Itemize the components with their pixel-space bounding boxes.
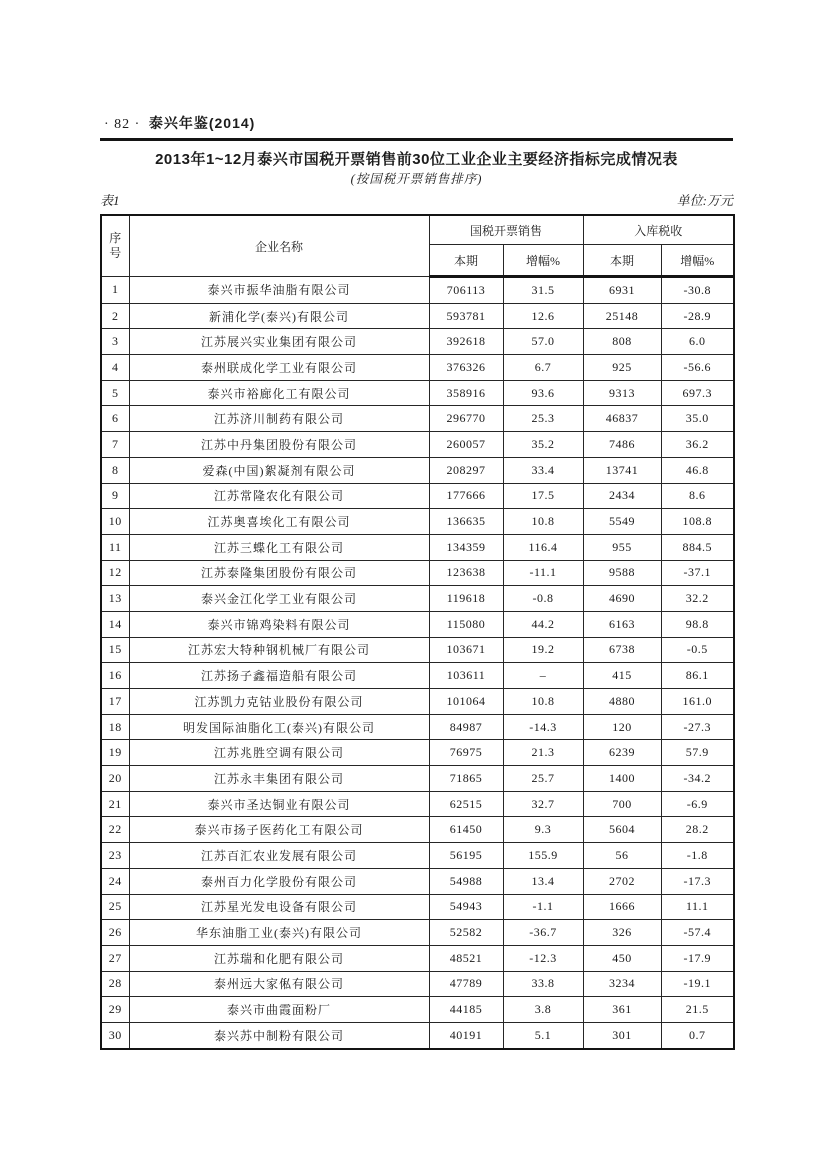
row-number: 19 [101, 740, 129, 766]
company-name: 江苏永丰集团有限公司 [129, 766, 429, 792]
company-name: 泰兴市裕廊化工有限公司 [129, 380, 429, 406]
company-name: 泰兴苏中制粉有限公司 [129, 1022, 429, 1048]
row-number: 3 [101, 329, 129, 355]
sales-current: 136635 [429, 509, 503, 535]
row-number: 7 [101, 432, 129, 458]
col-header-seq-line2: 号 [109, 246, 122, 260]
table-row [101, 560, 734, 586]
company-name: 江苏济川制药有限公司 [129, 406, 429, 432]
sales-growth: 10.8 [503, 509, 583, 535]
sales-current: 115080 [429, 611, 503, 637]
tax-growth: 161.0 [661, 689, 734, 715]
company-name: 江苏瑞和化肥有限公司 [129, 945, 429, 971]
tax-current: 13741 [583, 457, 661, 483]
dot-left: · [104, 117, 110, 132]
company-name: 明发国际油脂化工(泰兴)有限公司 [129, 714, 429, 740]
sales-current: 134359 [429, 534, 503, 560]
sales-current: 296770 [429, 406, 503, 432]
sales-current: 71865 [429, 766, 503, 792]
sales-current: 76975 [429, 740, 503, 766]
sales-current: 54988 [429, 868, 503, 894]
tax-growth: 21.5 [661, 997, 734, 1023]
row-number: 18 [101, 714, 129, 740]
table-row [101, 380, 734, 406]
dot-right: · [134, 117, 141, 132]
sales-current: 177666 [429, 483, 503, 509]
tax-growth: -56.6 [661, 355, 734, 381]
col-header-company: 企业名称 [129, 215, 429, 277]
tax-current: 3234 [583, 971, 661, 997]
company-name: 爱森(中国)絮凝剂有限公司 [129, 457, 429, 483]
sales-current: 44185 [429, 997, 503, 1023]
table-row [101, 843, 734, 869]
sales-growth: 35.2 [503, 432, 583, 458]
tax-current: 2434 [583, 483, 661, 509]
sales-growth: 93.6 [503, 380, 583, 406]
sales-growth: 33.4 [503, 457, 583, 483]
table-row [101, 997, 734, 1023]
tax-current: 6163 [583, 611, 661, 637]
page-title: 2013年1~12月泰兴市国税开票销售前30位工业企业主要经济指标完成情况表 [155, 151, 678, 168]
company-name: 江苏中丹集团股份有限公司 [129, 432, 429, 458]
sales-current: 706113 [429, 277, 503, 304]
company-name: 江苏奥喜埃化工有限公司 [129, 509, 429, 535]
tax-growth: -37.1 [661, 560, 734, 586]
tax-current: 361 [583, 997, 661, 1023]
sales-growth: 32.7 [503, 791, 583, 817]
tax-growth: 28.2 [661, 817, 734, 843]
row-number: 8 [101, 457, 129, 483]
row-number: 13 [101, 586, 129, 612]
tax-growth: -28.9 [661, 303, 734, 329]
table-row [101, 714, 734, 740]
tax-growth: -1.8 [661, 843, 734, 869]
tax-current: 5549 [583, 509, 661, 535]
row-number: 21 [101, 791, 129, 817]
tax-current: 9313 [583, 380, 661, 406]
col-header-tax-current: 本期 [583, 245, 661, 277]
sales-current: 593781 [429, 303, 503, 329]
tax-growth: 35.0 [661, 406, 734, 432]
table-row [101, 509, 734, 535]
sales-current: 84987 [429, 714, 503, 740]
sales-growth: 10.8 [503, 689, 583, 715]
company-name: 泰州联成化学工业有限公司 [129, 355, 429, 381]
table-row [101, 971, 734, 997]
sales-current: 376326 [429, 355, 503, 381]
company-name: 江苏宏大特种钢机械厂有限公司 [129, 637, 429, 663]
sales-growth: -36.7 [503, 920, 583, 946]
tax-current: 326 [583, 920, 661, 946]
tax-growth: -19.1 [661, 971, 734, 997]
sales-growth: 13.4 [503, 868, 583, 894]
company-name: 江苏凯力克钴业股份有限公司 [129, 689, 429, 715]
table-row [101, 920, 734, 946]
header-divider [100, 138, 733, 141]
sales-current: 54943 [429, 894, 503, 920]
tax-current: 46837 [583, 406, 661, 432]
sales-growth: 19.2 [503, 637, 583, 663]
sales-growth: -14.3 [503, 714, 583, 740]
tax-current: 25148 [583, 303, 661, 329]
tax-current: 6738 [583, 637, 661, 663]
sales-growth: -12.3 [503, 945, 583, 971]
company-name: 江苏扬子鑫福造船有限公司 [129, 663, 429, 689]
tax-current: 6239 [583, 740, 661, 766]
row-number: 14 [101, 611, 129, 637]
tax-current: 4880 [583, 689, 661, 715]
table-row [101, 457, 734, 483]
sales-growth: 25.3 [503, 406, 583, 432]
sales-growth: 57.0 [503, 329, 583, 355]
table-row [101, 740, 734, 766]
tax-growth: 46.8 [661, 457, 734, 483]
tax-current: 2702 [583, 868, 661, 894]
row-number: 20 [101, 766, 129, 792]
row-number: 4 [101, 355, 129, 381]
sales-growth: 5.1 [503, 1022, 583, 1048]
sales-current: 358916 [429, 380, 503, 406]
sales-growth: 3.8 [503, 997, 583, 1023]
col-group-sales: 国税开票销售 [429, 215, 583, 245]
row-number: 23 [101, 843, 129, 869]
table-row [101, 303, 734, 329]
sales-current: 52582 [429, 920, 503, 946]
table-row [101, 406, 734, 432]
tax-growth: 8.6 [661, 483, 734, 509]
tax-current: 7486 [583, 432, 661, 458]
row-number: 2 [101, 303, 129, 329]
row-number: 15 [101, 637, 129, 663]
tax-current: 700 [583, 791, 661, 817]
tax-current: 925 [583, 355, 661, 381]
row-number: 5 [101, 380, 129, 406]
table-row [101, 277, 734, 304]
sales-current: 103611 [429, 663, 503, 689]
tax-current: 808 [583, 329, 661, 355]
company-name: 江苏三蝶化工有限公司 [129, 534, 429, 560]
row-number: 22 [101, 817, 129, 843]
table-row [101, 817, 734, 843]
page-subtitle: (按国税开票销售排序) [350, 172, 483, 186]
sales-growth: -11.1 [503, 560, 583, 586]
row-number: 1 [101, 277, 129, 304]
row-number: 27 [101, 945, 129, 971]
company-name: 江苏百汇农业发展有限公司 [129, 843, 429, 869]
sales-growth: -1.1 [503, 894, 583, 920]
tax-growth: 57.9 [661, 740, 734, 766]
sales-current: 47789 [429, 971, 503, 997]
table-row [101, 791, 734, 817]
sales-growth: -0.8 [503, 586, 583, 612]
company-name: 江苏星光发电设备有限公司 [129, 894, 429, 920]
tax-growth: -17.3 [661, 868, 734, 894]
tax-growth: -57.4 [661, 920, 734, 946]
table-row [101, 766, 734, 792]
tax-current: 120 [583, 714, 661, 740]
company-name: 泰兴市曲霞面粉厂 [129, 997, 429, 1023]
sales-growth: 25.7 [503, 766, 583, 792]
table-row [101, 945, 734, 971]
col-group-tax: 入库税收 [583, 215, 734, 245]
sales-growth: 21.3 [503, 740, 583, 766]
tax-growth: 11.1 [661, 894, 734, 920]
sales-growth: – [503, 663, 583, 689]
tax-growth: -0.5 [661, 637, 734, 663]
sales-current: 61450 [429, 817, 503, 843]
company-name: 新浦化学(泰兴)有限公司 [129, 303, 429, 329]
tax-growth: 697.3 [661, 380, 734, 406]
table-row [101, 534, 734, 560]
col-header-seq [101, 215, 129, 277]
table-row [101, 894, 734, 920]
row-number: 6 [101, 406, 129, 432]
sales-growth: 155.9 [503, 843, 583, 869]
tax-growth: 6.0 [661, 329, 734, 355]
table-row [101, 483, 734, 509]
book-title: 泰兴年鉴(2014) [148, 115, 256, 131]
indicators-table [100, 214, 735, 1050]
col-header-tax-growth: 增幅% [661, 245, 734, 277]
table-body [101, 277, 734, 1049]
col-header-sales-current: 本期 [429, 245, 503, 277]
table-label: 表1 [100, 193, 120, 208]
row-number: 9 [101, 483, 129, 509]
company-name: 泰州远大家俬有限公司 [129, 971, 429, 997]
table-row [101, 689, 734, 715]
row-number: 28 [101, 971, 129, 997]
sales-current: 62515 [429, 791, 503, 817]
sales-current: 101064 [429, 689, 503, 715]
table-row [101, 868, 734, 894]
sales-current: 208297 [429, 457, 503, 483]
tax-growth: 32.2 [661, 586, 734, 612]
table-row [101, 637, 734, 663]
company-name: 江苏常隆农化有限公司 [129, 483, 429, 509]
table-row [101, 355, 734, 381]
table-row [101, 1022, 734, 1048]
tax-current: 301 [583, 1022, 661, 1048]
row-number: 24 [101, 868, 129, 894]
tax-growth: 86.1 [661, 663, 734, 689]
row-number: 12 [101, 560, 129, 586]
tax-growth: -6.9 [661, 791, 734, 817]
tax-current: 415 [583, 663, 661, 689]
row-number: 16 [101, 663, 129, 689]
company-name: 泰兴市振华油脂有限公司 [129, 277, 429, 304]
sales-growth: 6.7 [503, 355, 583, 381]
sales-growth: 9.3 [503, 817, 583, 843]
sales-growth: 33.8 [503, 971, 583, 997]
tax-current: 6931 [583, 277, 661, 304]
header-group-row [101, 215, 734, 245]
sales-current: 260057 [429, 432, 503, 458]
row-number: 29 [101, 997, 129, 1023]
sales-current: 123638 [429, 560, 503, 586]
company-name: 泰州百力化学股份有限公司 [129, 868, 429, 894]
tax-growth: 884.5 [661, 534, 734, 560]
row-number: 10 [101, 509, 129, 535]
company-name: 泰兴市锦鸡染料有限公司 [129, 611, 429, 637]
company-name: 江苏展兴实业集团有限公司 [129, 329, 429, 355]
sales-current: 56195 [429, 843, 503, 869]
tax-current: 56 [583, 843, 661, 869]
row-number: 11 [101, 534, 129, 560]
company-name: 江苏泰隆集团股份有限公司 [129, 560, 429, 586]
sales-current: 392618 [429, 329, 503, 355]
row-number: 26 [101, 920, 129, 946]
table-row [101, 663, 734, 689]
tax-growth: -27.3 [661, 714, 734, 740]
unit-label: 单位:万元 [676, 193, 733, 208]
sales-growth: 44.2 [503, 611, 583, 637]
sales-current: 48521 [429, 945, 503, 971]
tax-growth: 0.7 [661, 1022, 734, 1048]
tax-current: 955 [583, 534, 661, 560]
table-meta-row [100, 190, 733, 209]
col-header-seq-line1: 序 [109, 231, 122, 245]
company-name: 江苏兆胜空调有限公司 [129, 740, 429, 766]
company-name: 泰兴市圣达铜业有限公司 [129, 791, 429, 817]
tax-growth: 108.8 [661, 509, 734, 535]
sales-growth: 17.5 [503, 483, 583, 509]
running-head [104, 113, 255, 133]
sales-growth: 12.6 [503, 303, 583, 329]
tax-growth: 36.2 [661, 432, 734, 458]
row-number: 30 [101, 1022, 129, 1048]
tax-growth: -34.2 [661, 766, 734, 792]
tax-current: 450 [583, 945, 661, 971]
col-header-sales-growth: 增幅% [503, 245, 583, 277]
table-head [101, 215, 734, 277]
sales-growth: 31.5 [503, 277, 583, 304]
page-number: 82 [114, 117, 131, 132]
tax-growth: -30.8 [661, 277, 734, 304]
sales-current: 119618 [429, 586, 503, 612]
table-row [101, 611, 734, 637]
sales-current: 40191 [429, 1022, 503, 1048]
tax-current: 4690 [583, 586, 661, 612]
row-number: 25 [101, 894, 129, 920]
tax-growth: -17.9 [661, 945, 734, 971]
table-row [101, 586, 734, 612]
tax-current: 5604 [583, 817, 661, 843]
sales-growth: 116.4 [503, 534, 583, 560]
company-name: 华东油脂工业(泰兴)有限公司 [129, 920, 429, 946]
company-name: 泰兴金江化学工业有限公司 [129, 586, 429, 612]
row-number: 17 [101, 689, 129, 715]
table-row [101, 329, 734, 355]
sales-current: 103671 [429, 637, 503, 663]
table-row [101, 432, 734, 458]
tax-growth: 98.8 [661, 611, 734, 637]
tax-current: 1400 [583, 766, 661, 792]
tax-current: 1666 [583, 894, 661, 920]
tax-current: 9588 [583, 560, 661, 586]
company-name: 泰兴市扬子医药化工有限公司 [129, 817, 429, 843]
